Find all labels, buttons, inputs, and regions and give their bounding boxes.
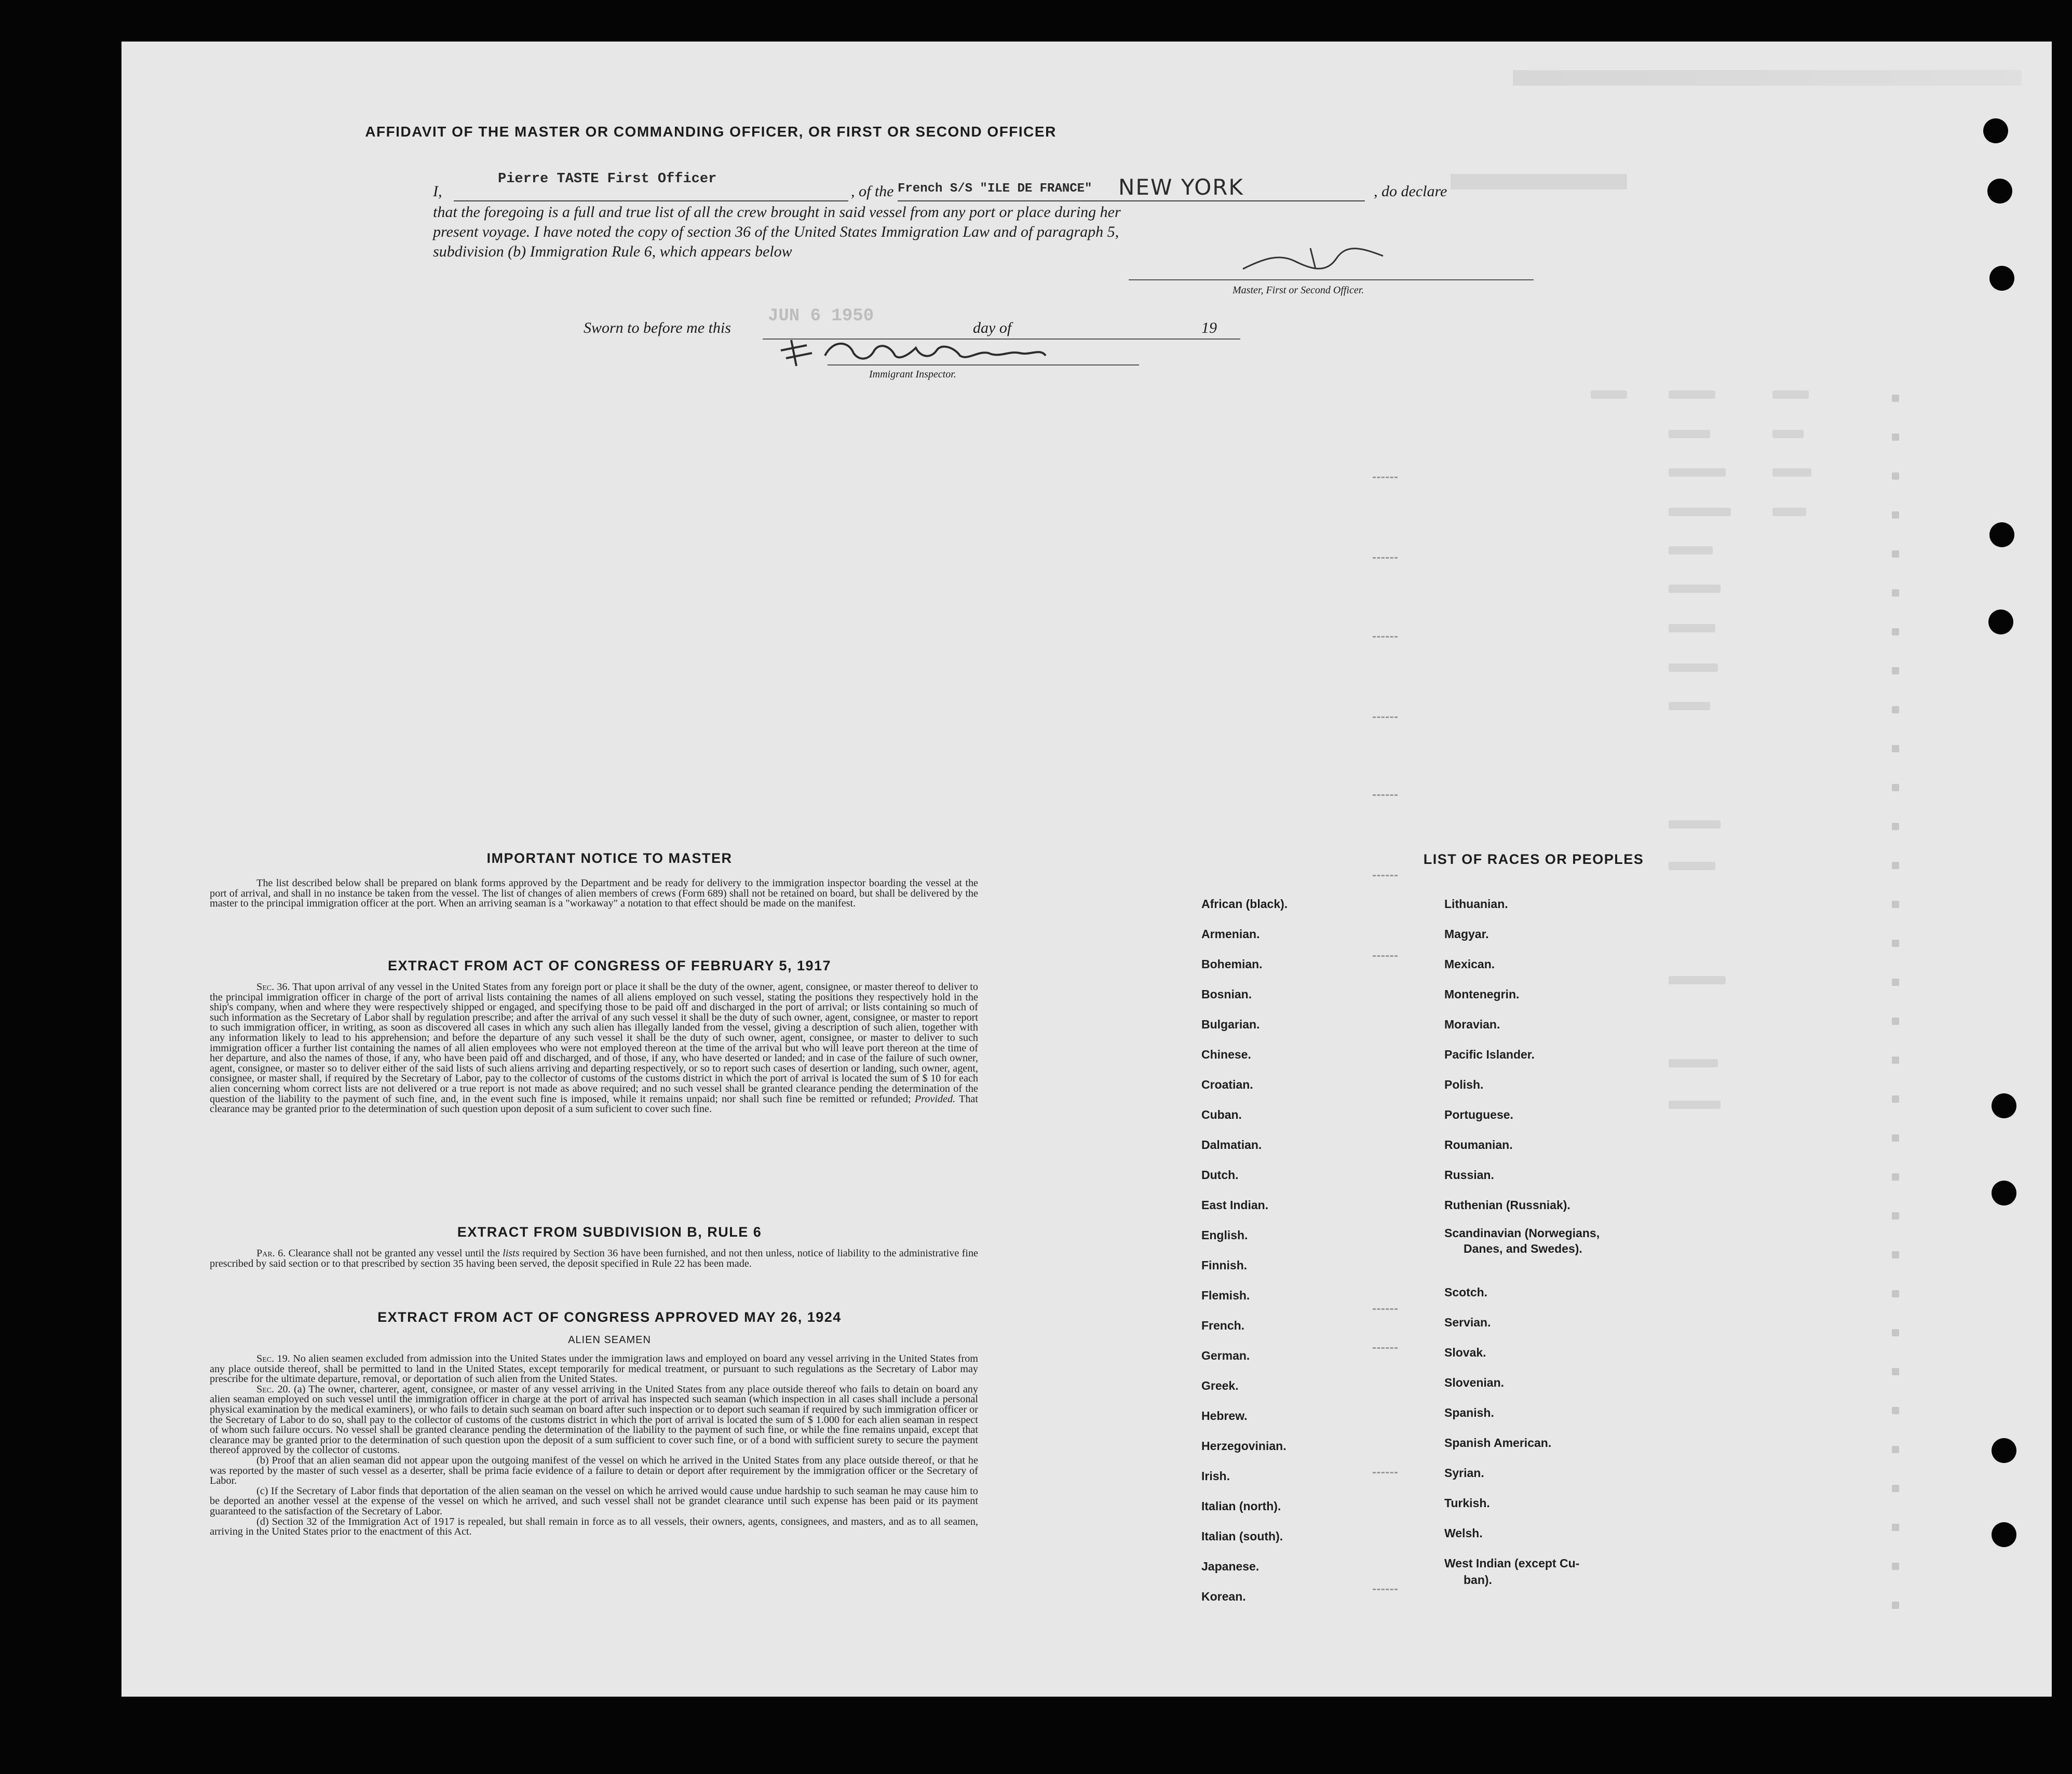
notice-body: The list described below shall be prepared on blank forms approved by the Department and be ready for delivery to the immigration inspector boarding the vessel at the port of arrival, and shall in no instance be taken from the vessel. The list of changes of alien members of crews (Form 689) shall not be retained on board, but shall be delivered by the master to the principal immigration officer at the port. When an arriving seaman is a "workaway" a notation to that effect should be made on the manifest. [210, 877, 978, 910]
vessel-name-typed: French S/S "ILE DE FRANCE" [898, 182, 1092, 196]
alien-seamen-subheading: ALIEN SEAMEN [568, 1334, 651, 1346]
par-6-label: Par. 6. [256, 1248, 286, 1259]
race-right-item: Russian. [1444, 1168, 1494, 1182]
sec-36-body: That upon arrival of any vessel in the United States from any foreign port or place it shall be the duty of the owner, agent, consignee, or master thereof to deliver to the principal immigration officer in charge of the port of arrival lists containing the names of all aliens employed on such vessel, stating the positions they respectively hold in the ship's company, when and where they were respectively shipped or engaged, and specifying those to be paid off and discharged in the port of arrival; or lists containing so much of such information as the Secretary of Labor shall by regulation prescribe; and after the arrival of any such vessel it shall be the duty of such owner, agent, consignee, or master to report to such immigration officer, in writing, as soon as discovered all cases in which any such alien has illegally landed from the vessel, giving a description of such alien, together with any information likely to lead to his apprehension; and before the departure of any such vessel it shall be the duty of such owner, agent, consignee, or master to deliver to such immigration officer a further list containing the names of all alien employees who were not employed thereon at the time of the arrival but who will leave port thereon at the time of her departure, and also the names of those, if any, who have been paid off and discharged, and of those, if any, who have deserted or landed; and in case of the failure of such owner, agent, consignee, or master so to deliver either of the said lists of such aliens arriving and departing respectively, or so to report such cases of desertion or landing, such owner, agent, consignee, or master shall, if required by the Secretary of Labor, pay to the collector of customs of the customs district in which the port of arrival is located the sum of $ 10 for each alien concerning whom correct lists are not delivered or a true report is not made as above required; and no such vessel shall be granted clearance pending the determination of the question of the liability to the payment of such fine, and, in the event such fine is imposed, while it remains unpaid; nor shall such fine be remitted or refunded; [210, 981, 978, 1105]
bleed-through-header [1513, 70, 2022, 86]
race-left-item: Chinese. [1201, 1048, 1251, 1061]
race-left-item: Armenian. [1201, 927, 1260, 941]
race-left-item: Hebrew. [1201, 1409, 1248, 1423]
notice-text [210, 878, 978, 909]
officer-name-typed: Pierre TASTE First Officer [498, 171, 717, 187]
race-left-item: Herzegovinian. [1201, 1439, 1286, 1453]
race-right-item: Montenegrin. [1444, 987, 1520, 1001]
race-right-item: West Indian (except Cu- [1444, 1556, 1580, 1570]
day-of-text: day of [973, 319, 1012, 336]
race-left-item: German. [1201, 1349, 1250, 1362]
race-left-item: East Indian. [1201, 1198, 1269, 1212]
sec-19: Sec. 19. No alien seamen excluded from admission into the United States under the immigration laws and employed on board any vessel arriving in the United States from any place outside thereof, shall be permitted to land in the United States, except temporarily for medical treatment, or pursuant to such regulations as the Secretary of Labor may prescribe for the ultimate departure, removal, or deportation of such alien from the United States. [210, 1353, 978, 1385]
sec-36-label: Sec. 36. [256, 981, 290, 993]
race-left-item: Italian (south). [1201, 1529, 1283, 1543]
signature-line [1129, 279, 1534, 280]
race-right-item: Turkish. [1444, 1496, 1490, 1510]
officer-signature [1233, 238, 1388, 279]
race-left-item: French. [1201, 1319, 1245, 1332]
race-right-item: Spanish American. [1444, 1436, 1552, 1450]
race-left-item: Bulgarian. [1201, 1018, 1260, 1031]
subdivision-text [210, 1249, 978, 1269]
race-left-item: Bohemian. [1201, 957, 1263, 971]
race-right-item: Scandinavian (Norwegians, [1444, 1226, 1600, 1240]
extract-1924-heading: EXTRACT FROM ACT OF CONGRESS APPROVED MAY 26, 1924 [377, 1309, 842, 1325]
race-right-item: Scotch. [1444, 1285, 1488, 1299]
binder-hole [1988, 610, 2013, 634]
race-left-item: English. [1201, 1228, 1248, 1242]
binder-hole [1992, 1438, 2016, 1463]
race-right-item: ban). [1464, 1573, 1492, 1587]
binder-hole [1987, 179, 2012, 204]
race-right-item: Servian. [1444, 1316, 1491, 1329]
binder-hole [1992, 1522, 2016, 1547]
sec-20d: (d) Section 32 of the Immigration Act of 1917 is repealed, but shall remain in force as to all vessels, their owners, agents, consignees, and masters, and as to all seamen, arriving in the United States prior to the enactment of this Act. [210, 1515, 978, 1538]
race-right-item: Slovenian. [1444, 1376, 1505, 1389]
subdivision-heading: EXTRACT FROM SUBDIVISION B, RULE 6 [457, 1224, 762, 1240]
race-left-item: Korean. [1201, 1590, 1246, 1603]
notice-heading: IMPORTANT NOTICE TO MASTER [486, 850, 733, 866]
race-left-item: Greek. [1201, 1379, 1239, 1392]
vessel-underline [898, 200, 1365, 201]
binder-hole [1992, 1181, 2016, 1206]
sec-20b: (b) Proof that an alien seaman did not appear upon the outgoing manifest of the vessel on which he arrived in the United States from any place outside thereof, or that he was reported by the master of such vessel as a deserter, shall be prima facie evidence of a failure to detain or deport after requirement by the immigration officer or the Secretary of Labor. [210, 1454, 978, 1487]
affidavit-do-declare: , do declare [1374, 183, 1447, 200]
race-left-item: Cuban. [1201, 1108, 1242, 1121]
sworn-text: Sworn to before me this [584, 319, 731, 336]
race-right-item: Magyar. [1444, 927, 1489, 941]
race-right-item: Slovak. [1444, 1346, 1486, 1359]
race-right-item: Roumanian. [1444, 1138, 1513, 1152]
sec-20a: Sec. 20. (a) The owner, charterer, agent, consignee, or master of any vessel arriving in the United States from any place outside thereof who fails to detain on board any alien seaman employed on such vessel until the immigration officer in charge at the port of arrival has inspected such seaman (which inspection in all cases shall include a personal physical examination by the medical examiners), or who fails to detain such seaman on board after such inspection or to deport such seaman if required by such immigration officer or the Secretary of Labor to do so, shall pay to the collector of customs of the customs district in which the port of arrival is located the sum of $ 1.000 for each alien seaman in respect of whom such failure occurs. No vessel shall be granted clearance pending the determination of the liability to the payment of such fine, or while the fine remains unpaid, except that clearance may be granted prior to the determination of such question upon the deposit of a sum sufficient to cover such fine, or of a bond with sufficient surety to secure the payment thereof approved by the collector of customs. [210, 1383, 978, 1456]
race-left-item: Irish. [1201, 1469, 1230, 1483]
affidavit-line-3: present voyage. I have noted the copy of section 36 of the United States Immigration Law and of paragraph 5, [433, 223, 1119, 240]
race-left-item: Dutch. [1201, 1168, 1239, 1182]
race-right-item: Polish. [1444, 1078, 1484, 1091]
race-right-item: Ruthenian (Russniak). [1444, 1198, 1570, 1212]
inspector-caption: Immigrant Inspector. [869, 369, 956, 380]
port-handwritten: NEW YORK [1118, 174, 1244, 200]
affidavit-line-4: subdivision (b) Immigration Rule 6, which appears below [433, 243, 792, 260]
race-left-item: Japanese. [1201, 1560, 1260, 1573]
race-right-item: Lithuanian. [1444, 897, 1508, 911]
extract-1917-heading: EXTRACT FROM ACT OF CONGRESS OF FEBRUARY 5, 1917 [387, 958, 832, 973]
binder-hole [1983, 118, 2008, 143]
signature-caption: Master, First or Second Officer. [1233, 285, 1364, 296]
races-heading: LIST OF RACES OR PEOPLES [1423, 851, 1644, 867]
affidavit-of-the: , of the [851, 183, 894, 200]
race-left-item: Italian (north). [1201, 1499, 1281, 1513]
race-right-item: Moravian. [1444, 1018, 1500, 1031]
date-stamp: JUN 6 1950 [768, 306, 874, 326]
race-right-item: Portuguese. [1444, 1108, 1513, 1121]
race-right-item: Welsh. [1444, 1526, 1483, 1540]
document-sheet [121, 42, 2052, 1697]
race-right-item: Syrian. [1444, 1466, 1484, 1480]
provided-label: Provided. [914, 1093, 956, 1105]
binder-hole [1992, 1093, 2016, 1118]
race-right-item: Spanish. [1444, 1406, 1494, 1419]
par-6-body-a: Clearance shall not be granted any vessel until the [288, 1248, 500, 1259]
race-left-item: Flemish. [1201, 1289, 1250, 1302]
affidavit-title: AFFIDAVIT OF THE MASTER OR COMMANDING OFFICER, OR FIRST OR SECOND OFFICER [365, 124, 1057, 140]
affidavit-i: I, [433, 183, 442, 200]
race-right-item: Danes, and Swedes). [1464, 1242, 1582, 1255]
race-left-item: African (black). [1201, 897, 1288, 911]
race-left-item: Bosnian. [1201, 987, 1252, 1001]
extract-1924-text [210, 1354, 978, 1537]
race-left-item: Finnish. [1201, 1258, 1248, 1272]
race-right-item: Pacific Islander. [1444, 1048, 1535, 1061]
binder-hole [1989, 522, 2014, 547]
race-left-item: Dalmatian. [1201, 1138, 1262, 1152]
race-right-item: Mexican. [1444, 957, 1495, 971]
binder-hole [1989, 266, 2014, 291]
lists-word: lists [503, 1248, 520, 1259]
affidavit-line-2: that the foregoing is a full and true list of all the crew brought in said vessel from any port or place during her [433, 204, 1121, 221]
year-prefix: 19 [1201, 319, 1217, 336]
inspector-line [828, 364, 1139, 365]
race-left-item: Croatian. [1201, 1078, 1253, 1091]
sec-20c: (c) If the Secretary of Labor finds that deportation of the alien seaman on the vessel on which he arrived would cause undue hardship to such seaman he may cause him to be deported an another vessel at the expense of the vessel on which he arrived, and such vessel shall not be grandet clearance until such expense has been paid or its payment guaranteed to the satisfaction of the Secretary of Labor. [210, 1485, 978, 1517]
extract-1917-text [210, 982, 978, 1115]
sec-36-end: That clearance may be granted prior to the determination of such question upon deposit of a sum suficient to cover such fine. [210, 1093, 978, 1115]
par-6-body-b: required by Section 36 have been furnished, and not then unless, notice of liability to the administrative fine prescribed by said section or to that prescribed by section 35 having been served, the deposit specified in Rule 22 has been made. [210, 1248, 979, 1269]
officer-underline [454, 200, 848, 201]
